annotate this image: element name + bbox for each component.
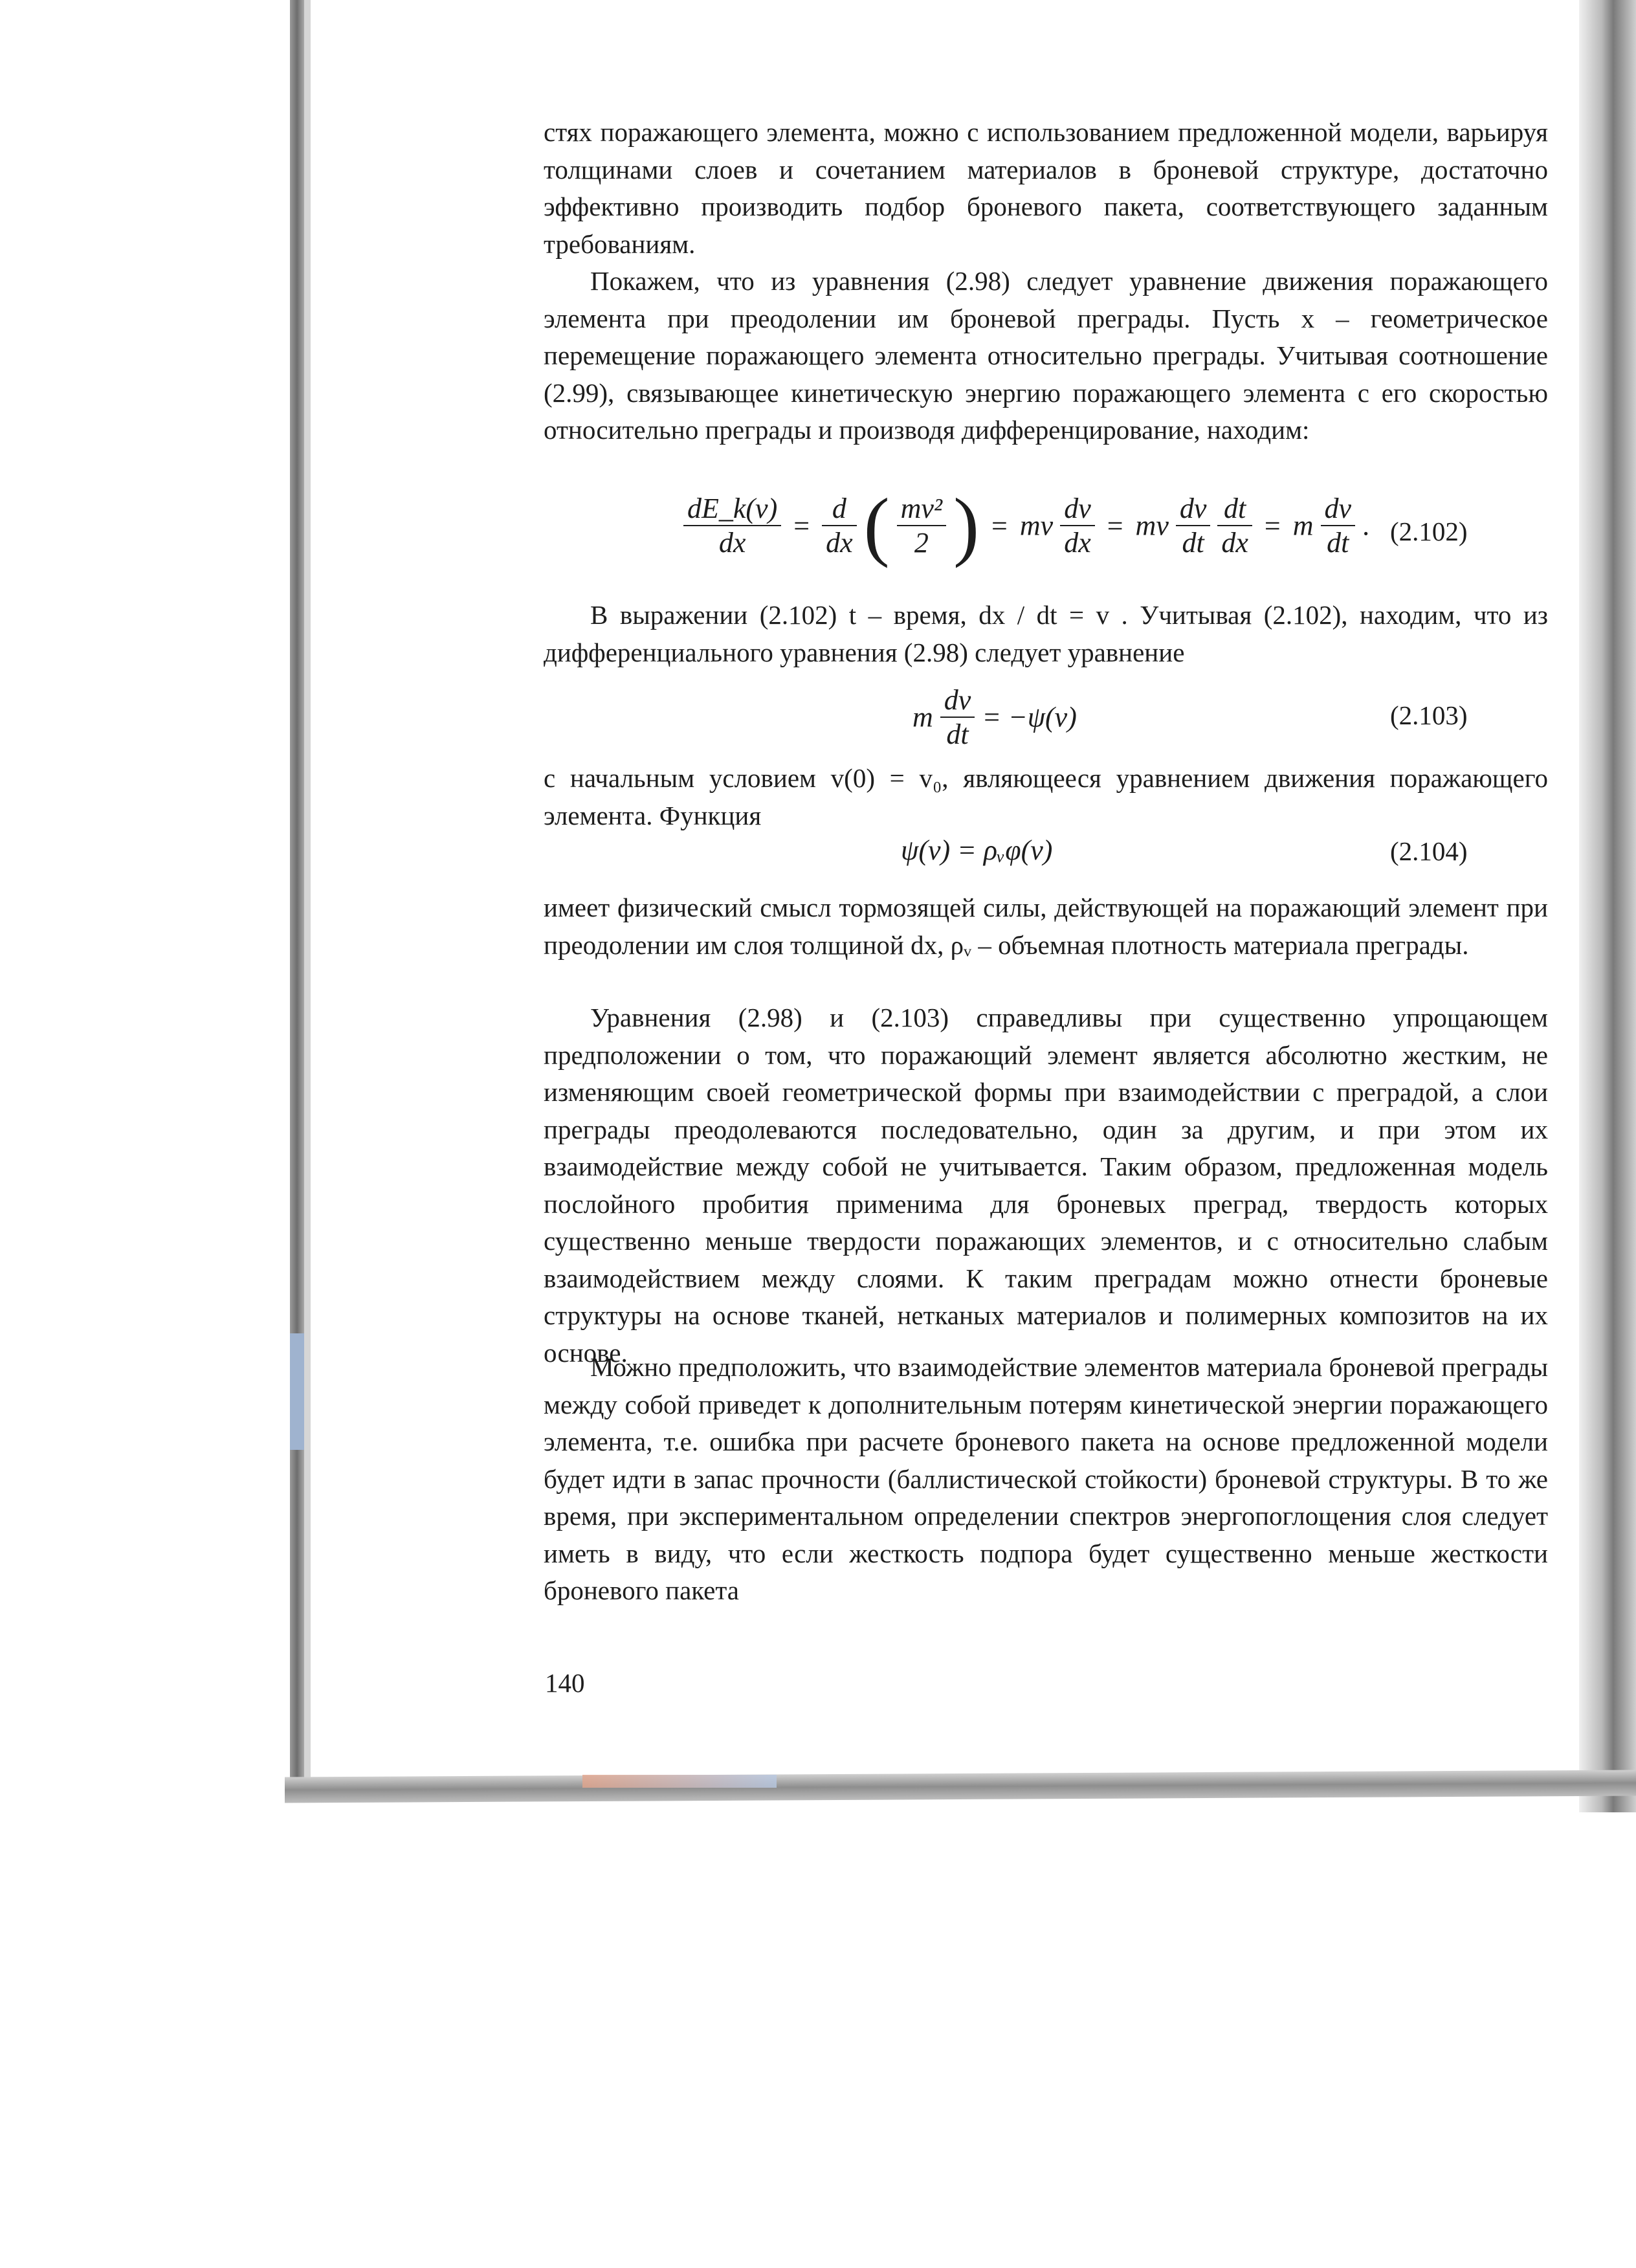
paragraph-7: Можно предположить, что взаимодействие элементов материала броневой преграды между собой приведет к дополнительным потерям кинетической энергии поражающего элемента, т.е. ошибка при расчете броневого пакета на основе предложенной модели будет идти в запас прочности (баллистической стойкости) броневой структуры. В то же время, при экспериментальном определении спектров энергопоглощения слоя следует иметь в виду, что если жесткость подпора будет существенно меньше жесткости броневого пакета bbox=[544, 1352, 1548, 1605]
paragraph-4: с начальным условием v(0) = v₀, являющееся уравнением движения поражающего элемента. Функция bbox=[544, 763, 1548, 830]
fraction-dv-dt-2: $\frac{dv}{dt}$ bbox=[1321, 492, 1356, 559]
fraction-dv-dt: $\frac{dv}{dt}$ bbox=[1176, 492, 1211, 559]
equation-number-2-102: (2.102) bbox=[1390, 517, 1468, 546]
paragraph-5: имеет физический смысл тормозящей силы, действующей на поражающий элемент при преодолении им слоя толщиной dx, ρᵥ – объемная плотность материала преграды. bbox=[544, 893, 1548, 960]
paragraph-3: В выражении (2.102) t – время, dx / dt = v . Учитывая (2.102), находим, что из дифференциального уравнения (2.98) следует уравнение bbox=[544, 600, 1548, 667]
paragraph-6: Уравнения (2.98) и (2.103) справедливы при существенно упрощающем предположении о том, что поражающий элемент является абсолютно жестким, не изменяющим своей геометрической формы при взаимодействии с преградой, а слои преграды преодолеваются последовательно, один за другим, и при этом их взаимодействие между собой не учитывается. Таким образом, предложенная модель послойного пробития применима для броневых преград, твердость которых существенно меньше твердости поражающих элементов, и с относительно слабым взаимодействием между слоями. К таким преградам можно отнести броневые структуры на основе тканей, нетканых материалов и полимерных композитов на их основе. bbox=[544, 1003, 1548, 1368]
fraction-dt-dx: $\frac{dt}{dx}$ bbox=[1217, 492, 1252, 559]
fraction-dv-dx: $\frac{dv}{dx}$ bbox=[1060, 492, 1095, 559]
page-number: 140 bbox=[545, 1668, 585, 1698]
fraction-mv2-2: $\frac{\text{mv²}}{2}$ bbox=[897, 492, 947, 559]
equation-2-102: $\frac{dE\_k(v)}{dx}$ = $\frac{d}{dx}$ ( $\frac{\text{mv²}}{2}$ ) = mv $\frac{dv}{dx}$ = mv $\frac{dv}{dt}$ $\frac{dt}{dx}$ = m $\frac{dv}{dt}$ . bbox=[683, 487, 1369, 564]
equation-number-2-104: (2.104) bbox=[1390, 836, 1468, 866]
paragraph-2: Покажем, что из уравнения (2.98) следует уравнение движения поражающего элемента при преодолении им броневой преграды. Пусть x – геометрическое перемещение поражающего элемента относительно преграды. Учитывая соотношение (2.99), связывающее кинетическую энергию поражающего элемента с его скоростью относительно преграды и производя дифференцирование, находим: bbox=[544, 266, 1548, 445]
fraction-dEk-dx: $\frac{dE\_k(v)}{dx}$ bbox=[683, 492, 781, 559]
equation-number-2-103: (2.103) bbox=[1390, 700, 1468, 730]
fraction-dv-dt-3: $\frac{dv}{dt}$ bbox=[940, 684, 975, 751]
equation-2-103: m $\frac{dv}{dt}$ = −ψ(v) bbox=[912, 684, 1077, 750]
equation-2-104: ψ(v) = ρᵥφ(v) bbox=[901, 834, 1053, 866]
fraction-d-dx: $\frac{d}{dx}$ bbox=[822, 492, 857, 559]
paragraph-1: стях поражающего элемента, можно с использованием предложенной модели, варьируя толщинами слоев и сочетанием материалов в броневой структуре, достаточно эффективно производить подбор броневого пакета, соответствующего заданным требованиям. bbox=[544, 117, 1548, 259]
